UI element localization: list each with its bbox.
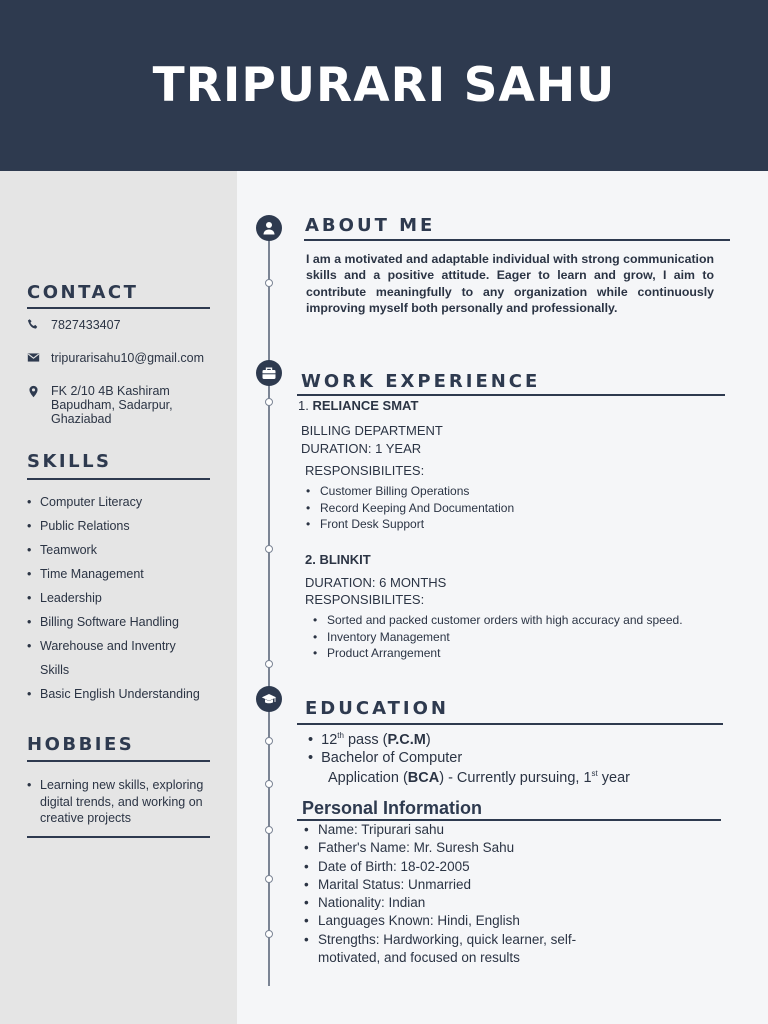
timeline-dot [265, 660, 273, 668]
hobbies-heading: HOBBIES [27, 734, 135, 755]
job-2-company: BLINKIT [319, 552, 371, 567]
contact-divider [27, 307, 210, 309]
edu-bca-tail: year [597, 769, 631, 786]
edu-bca-line1: Bachelor of Computer [321, 750, 463, 766]
envelope-icon [27, 351, 41, 365]
work-divider [297, 394, 725, 396]
about-heading: ABOUT ME [305, 215, 436, 236]
job-2-resp-label: RESPONSIBILITES: [305, 592, 425, 607]
edu-12-post: ) [425, 731, 431, 748]
personal-heading: Personal Information [302, 798, 483, 818]
job-2-duration: DURATION: 6 MONTHS [305, 575, 447, 590]
timeline-dot [265, 780, 273, 788]
list-item: • Leadership [27, 586, 212, 610]
edu-bca-pre: Application ( [328, 769, 408, 786]
job-1-title [298, 398, 418, 413]
edu-12-num: 12 [321, 731, 338, 748]
phone-icon [27, 318, 41, 332]
address-text: FK 2/10 4B Kashiram Bapudham, Sadarpur, Ghaziabad [51, 384, 173, 426]
job-2-number: 2. [305, 552, 316, 567]
list-item: • Front Desk Support [306, 516, 514, 533]
about-divider [304, 239, 730, 241]
list-item: • Sorted and packed customer orders with high accuracy and speed. [313, 612, 683, 629]
timeline-dot [265, 279, 273, 287]
timeline-line [268, 228, 270, 986]
job-2-title [305, 552, 371, 567]
person-icon [256, 215, 282, 241]
edu-12-sup: th [337, 731, 344, 740]
hobbies-bottom-divider [27, 836, 210, 838]
briefcase-icon [256, 360, 282, 386]
job-1-duration: DURATION: 1 YEAR [301, 441, 422, 456]
work-heading: WORK EXPERIENCE [301, 371, 541, 392]
header-banner [0, 0, 768, 171]
hobbies-list [27, 777, 212, 827]
list-item: • Languages Known: Hindi, English [304, 912, 634, 930]
education-heading: EDUCATION [305, 698, 449, 719]
list-item: • Time Management [27, 562, 212, 586]
phone-number: 7827433407 [51, 318, 121, 332]
list-item: • Product Arrangement [313, 645, 683, 662]
hobbies-divider [27, 760, 210, 762]
list-item: • Name: Tripurari sahu [304, 821, 634, 839]
contact-heading: CONTACT [27, 282, 139, 303]
skills-divider [27, 478, 210, 480]
graduation-cap-icon [256, 686, 282, 712]
education-item-bca-line2 [328, 769, 630, 786]
list-item: • Basic English Understanding [27, 682, 212, 706]
list-item: • Computer Literacy [27, 490, 212, 514]
edu-12-stream: P.C.M [387, 731, 426, 748]
edu-bca-bold: BCA [407, 769, 440, 786]
edu-bca-post: ) - Currently pursuing, 1 [439, 769, 592, 786]
list-item: • Strengths: Hardworking, quick learner, self-motivated, and focused on results [304, 931, 604, 968]
list-item: • Customer Billing Operations [306, 483, 514, 500]
education-divider [297, 723, 723, 725]
job-1-company: RELIANCE SMAT [312, 398, 419, 413]
timeline-dot [265, 545, 273, 553]
job-1-responsibilities [306, 483, 514, 533]
timeline-dot [265, 398, 273, 406]
list-item: • Record Keeping And Documentation [306, 500, 514, 517]
map-pin-icon [27, 384, 41, 398]
resume-name: TRIPURARI SAHU [152, 58, 616, 113]
education-item-bca-line1: • Bachelor of Computer [308, 750, 463, 766]
education-item-12th: • 12th pass (P.C.M) [308, 731, 431, 748]
job-1-resp-label: RESPONSIBILITES: [305, 463, 425, 478]
job-1-department: BILLING DEPARTMENT [301, 423, 443, 438]
timeline-dot [265, 737, 273, 745]
job-1-number: 1. [298, 398, 309, 413]
list-item: • Nationality: Indian [304, 894, 634, 912]
personal-info-list [304, 821, 634, 967]
list-item: • Public Relations [27, 514, 212, 538]
email-address: tripurarisahu10@gmail.com [51, 351, 205, 365]
list-item: • Marital Status: Unmarried [304, 876, 634, 894]
timeline-dot [265, 930, 273, 938]
skills-list [27, 490, 212, 706]
list-item: • Billing Software Handling [27, 610, 212, 634]
list-item: • Inventory Management [313, 629, 683, 646]
list-item: • Father's Name: Mr. Suresh Sahu [304, 839, 634, 857]
list-item: • Warehouse and Inventry Skills [27, 634, 195, 682]
list-item: • Date of Birth: 18-02-2005 [304, 858, 634, 876]
edu-bca-sup: st [591, 769, 598, 778]
list-item: • Teamwork [27, 538, 212, 562]
edu-12-pre: pass ( [343, 731, 388, 748]
skills-heading: SKILLS [27, 451, 112, 472]
timeline-dot [265, 875, 273, 883]
timeline-dot [265, 826, 273, 834]
about-text: I am a motivated and adaptable individual with strong communication skills and a positive attitude. Eager to learn and grow, I aim to contribute meaningfully to any organization while continuously improving myself both personally and professionally. [306, 252, 714, 315]
list-item: • Learning new skills, exploring digital trends, and working on creative projects [27, 777, 212, 827]
job-2-responsibilities [313, 612, 683, 662]
